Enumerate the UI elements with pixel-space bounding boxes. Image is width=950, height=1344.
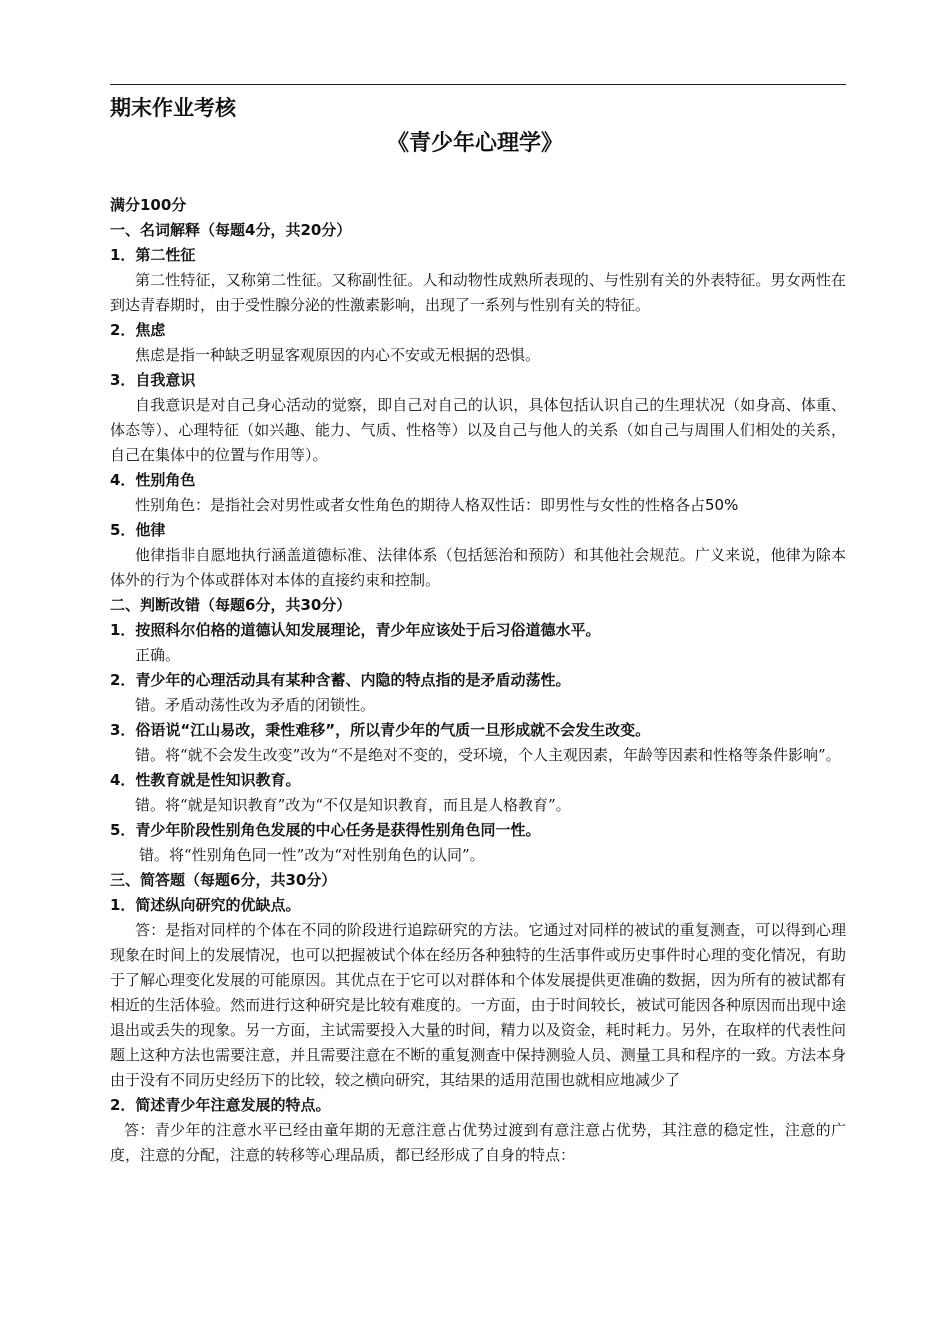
question: 1．第二性征: [110, 246, 196, 264]
header-rule: [110, 84, 846, 85]
section1-heading: 一、名词解释（每题4分，共20分）: [110, 221, 352, 239]
header-label: 期末作业考核: [110, 96, 236, 120]
question: 5．青少年阶段性别角色发展的中心任务是获得性别角色同一性。: [110, 821, 541, 839]
question: 4．性教育就是性知识教育。: [110, 771, 301, 789]
answer: 自我意识是对自己身心活动的觉察，即自己对自己的认识，具体包括认识自己的生理状况（如身高、体重、体态等）、心理特征（如兴趣、能力、气质、性格等）以及自己与他人的关系（如自己与周围人们相处的关系，自己在集体中的位置与作用等）。: [110, 396, 846, 464]
answer: 错。将“就不会发生改变”改为“不是绝对不变的，受环境，个人主观因素，年龄等因素和性格等条件影响”。: [135, 746, 841, 764]
answer: 他律指非自愿地执行涵盖道德标准、法律体系（包括惩治和预防）和其他社会规范。广义来说，他律为除本体外的行为个体或群体对本体的直接约束和控制。: [110, 546, 846, 589]
answer: 错。将“性别角色同一性”改为“对性别角色的认同”。: [139, 846, 485, 864]
question: 3．自我意识: [110, 371, 196, 389]
document-title: 《青少年心理学》: [386, 131, 563, 156]
question: 2．简述青少年注意发展的特点。: [110, 1096, 331, 1114]
answer: 错。矛盾动荡性改为矛盾的闭锁性。: [135, 696, 376, 714]
section2-heading: 二、判断改错（每题6分，共30分）: [110, 596, 352, 614]
answer: 第二性特征，又称第二性征。又称副性征。人和动物性成熟所表现的、与性别有关的外表特征。男女两性在到达青春期时，由于受性腺分泌的性激素影响，出现了一系列与性别有关的特征。: [110, 271, 846, 314]
document-body: [110, 193, 846, 1168]
question: 1．简述纵向研究的优缺点。: [110, 896, 301, 914]
answer: 答：青少年的注意水平已经由童年期的无意注意占优势过渡到有意注意占优势，其注意的稳定性，注意的广度，注意的分配，注意的转移等心理品质，都已经形成了自身的特点：: [110, 1121, 846, 1164]
question: 4．性别角色: [110, 471, 196, 489]
answer: 焦虑是指一种缺乏明显客观原因的内心不安或无根据的恐惧。: [135, 346, 541, 364]
answer: 答：是指对同样的个体在不同的阶段进行追踪研究的方法。它通过对同样的被试的重复测查，可以得到心理现象在时间上的发展情况，也可以把握被试个体在经历各种独特的生活事件或历史事件时心理的变化情况，有助于了解心理变化发展的可能原因。其优点在于它可以对群体和个体发展提供更准确的数据，因为所有的被试都有相近的生活体验。然而进行这种研究是比较有难度的。一方面，由于时间较长，被试可能因各种原因而出现中途退出或丢失的现象。另一方面，主试需要投入大量的时间，精力以及资金，耗时耗力。另外，在取样的代表性问题上这种方法也需要注意，并且需要注意在不断的重复测查中保持测验人员、测量工具和程序的一致。方法本身由于没有不同历史经历下的比较，较之横向研究，其结果的适用范围也就相应地减少了: [110, 921, 846, 1089]
total-score: 满分100分: [110, 196, 187, 214]
section3-heading: 三、简答题（每题6分，共30分）: [110, 871, 337, 889]
question: 2．青少年的心理活动具有某种含蓄、内隐的特点指的是矛盾动荡性。: [110, 671, 571, 689]
answer: 错。将“就是知识教育”改为“不仅是知识教育，而且是人格教育”。: [135, 796, 571, 814]
question: 2．焦虑: [110, 321, 166, 339]
answer: 正确。: [135, 646, 181, 664]
question: 3．俗语说“江山易改，秉性难移”，所以青少年的气质一旦形成就不会发生改变。: [110, 721, 651, 739]
question: 1．按照科尔伯格的道德认知发展理论，青少年应该处于后习俗道德水平。: [110, 621, 601, 639]
answer: 性别角色：是指社会对男性或者女性角色的期待人格双性话：即男性与女性的性格各占50%: [135, 496, 739, 514]
question: 5．他律: [110, 521, 166, 539]
